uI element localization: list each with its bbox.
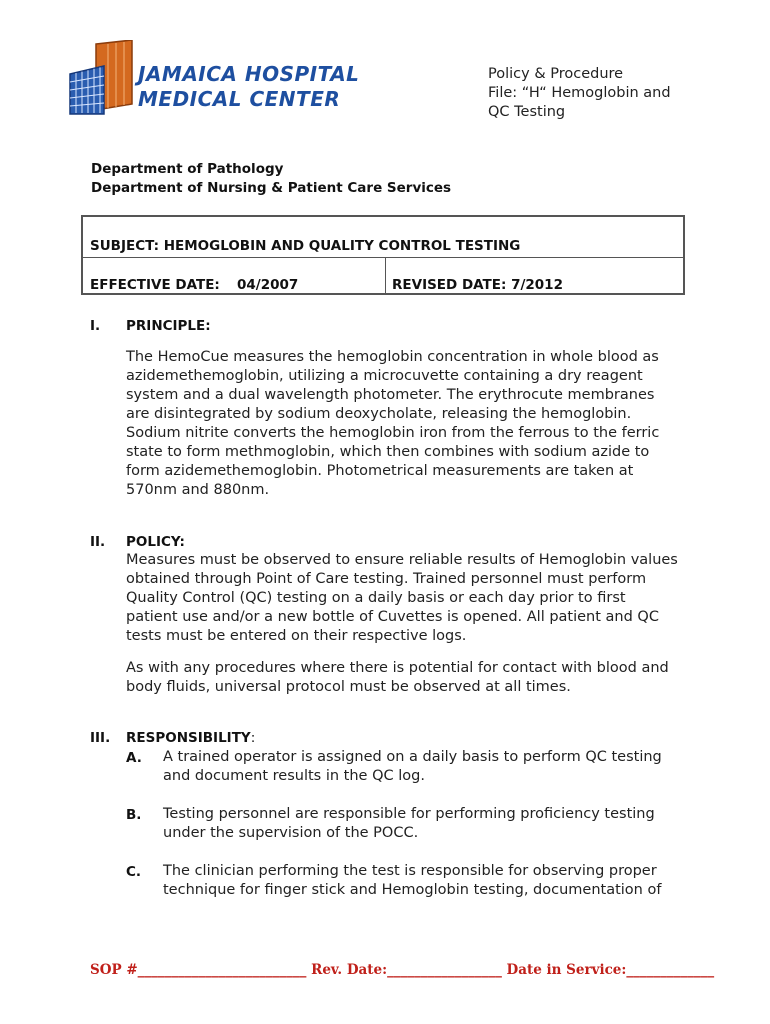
section-heading-responsibility <box>126 730 255 746</box>
responsibility-item-a <box>163 748 662 786</box>
policy-label: Policy & Procedure <box>488 66 624 82</box>
policy-paragraph <box>126 551 678 646</box>
department-block <box>91 160 451 197</box>
logo-line-1: JAMAICA HOSPITAL <box>138 62 360 86</box>
paragraph-line: state to form methmoglobin, which then combines with sodium azide to <box>126 444 650 460</box>
effective-date-label: EFFECTIVE DATE: <box>90 277 220 293</box>
section-number-1: I. <box>90 318 101 334</box>
paragraph-line: form azidemethemoglobin. Photometrical measurements are taken at <box>126 463 634 479</box>
responsibility-colon: : <box>250 730 256 746</box>
paragraph-line: Quality Control (QC) testing on a daily basis or each day prior to first <box>126 590 626 606</box>
responsibility-item-b <box>163 805 655 843</box>
paragraph-line: body fluids, universal protocol must be observed at all times. <box>126 679 571 695</box>
effective-date-value: 04/2007 <box>237 277 299 293</box>
hospital-building-icon <box>68 40 138 116</box>
table-divider <box>385 257 386 293</box>
paragraph-line: technique for finger stick and Hemoglobin testing, documentation of <box>163 882 662 898</box>
paragraph-line: are disintegrated by sodium deoxycholate, releasing the hemoglobin. <box>126 406 632 422</box>
hospital-logo <box>68 40 368 116</box>
paragraph-line: and document results in the QC log. <box>163 768 425 784</box>
paragraph-line: azidemethemoglobin, utilizing a microcuvette containing a dry reagent <box>126 368 643 384</box>
sop-footer: SOP #_________________________ Rev. Date:_________________ Date in Service:_____________ <box>90 962 715 978</box>
principle-paragraph <box>126 348 659 500</box>
paragraph-line: 570nm and 880nm. <box>126 482 270 498</box>
revised-date: REVISED DATE: 7/2012 <box>392 277 563 293</box>
paragraph-line: system and a dual wavelength photometer. The erythrocute membranes <box>126 387 655 403</box>
item-letter-a: A. <box>126 750 142 766</box>
section-number-2: II. <box>90 534 106 550</box>
file-label-cont: QC Testing <box>488 104 566 120</box>
section-number-3: III. <box>90 730 111 746</box>
logo-line-2: MEDICAL CENTER <box>138 87 341 111</box>
file-label: File: “H“ Hemoglobin and <box>488 85 671 101</box>
paragraph-line: As with any procedures where there is potential for contact with blood and <box>126 660 669 676</box>
paragraph-line: The clinician performing the test is responsible for observing proper <box>163 863 657 879</box>
subject-text: SUBJECT: HEMOGLOBIN AND QUALITY CONTROL TESTING <box>90 238 521 254</box>
paragraph-line: patient use and/or a new bottle of Cuvettes is opened. All patient and QC <box>126 609 659 625</box>
paragraph-line: under the supervision of the POCC. <box>163 825 419 841</box>
item-letter-c: C. <box>126 864 142 880</box>
item-letter-b: B. <box>126 807 142 823</box>
department-pathology: Department of Pathology <box>91 161 284 177</box>
paragraph-line: Testing personnel are responsible for performing proficiency testing <box>163 806 655 822</box>
paragraph-line: obtained through Point of Care testing. Trained personnel must perform <box>126 571 647 587</box>
paragraph-line: tests must be entered on their respective logs. <box>126 628 467 644</box>
paragraph-line: The HemoCue measures the hemoglobin concentration in whole blood as <box>126 349 659 365</box>
section-heading-principle: PRINCIPLE: <box>126 318 211 334</box>
paragraph-line: Measures must be observed to ensure reliable results of Hemoglobin values <box>126 552 678 568</box>
policy-paragraph-2 <box>126 659 669 697</box>
paragraph-line: A trained operator is assigned on a daily basis to perform QC testing <box>163 749 662 765</box>
paragraph-line: Sodium nitrite converts the hemoglobin iron from the ferrous to the ferric <box>126 425 660 441</box>
responsibility-heading-text: RESPONSIBILITY <box>126 730 251 746</box>
policy-file-header <box>488 65 728 122</box>
section-heading-policy: POLICY: <box>126 534 185 550</box>
responsibility-item-c <box>163 862 661 900</box>
department-nursing: Department of Nursing & Patient Care Services <box>91 179 452 196</box>
